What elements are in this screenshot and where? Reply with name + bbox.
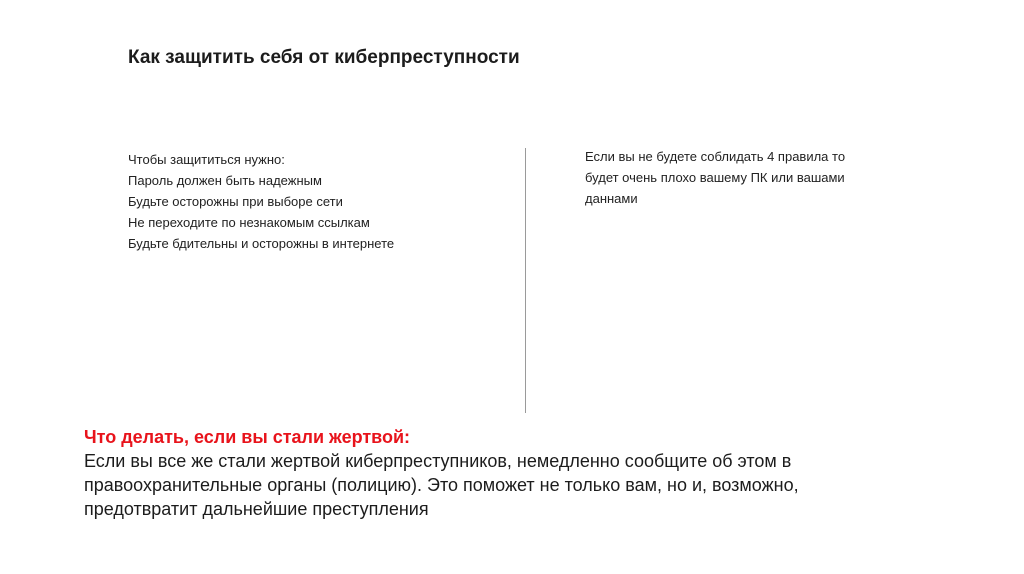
left-column-item: Будьте бдительны и осторожны в интернете — [128, 236, 395, 251]
slide-title: Как защитить себя от киберпреступности — [128, 47, 520, 68]
left-column-item: Пароль должен быть надежным — [128, 173, 322, 188]
right-column-line: Если вы не будете соблидать 4 правила то — [585, 149, 846, 164]
left-column-item: Будьте осторожны при выборе сети — [128, 194, 343, 209]
victim-heading: Что делать, если вы стали жертвой: — [84, 427, 411, 447]
right-column-line: даннами — [585, 191, 638, 206]
right-column — [585, 146, 905, 209]
right-column-line: будет очень плохо вашему ПК или вашами — [585, 170, 845, 185]
left-column-intro: Чтобы защититься нужно: — [128, 152, 285, 167]
victim-section — [84, 425, 964, 521]
victim-text-line: правоохранительные органы (полицию). Это поможет не только вам, но и, возможно, — [84, 475, 799, 495]
victim-text-line: предотвратит дальнейшие преступления — [84, 499, 429, 519]
left-column — [128, 149, 508, 254]
left-column-item: Не переходите по незнакомым ссылкам — [128, 215, 370, 230]
victim-text — [84, 449, 964, 521]
column-divider — [525, 148, 526, 413]
victim-text-line: Если вы все же стали жертвой киберпреступников, немедленно сообщите об этом в — [84, 451, 792, 471]
